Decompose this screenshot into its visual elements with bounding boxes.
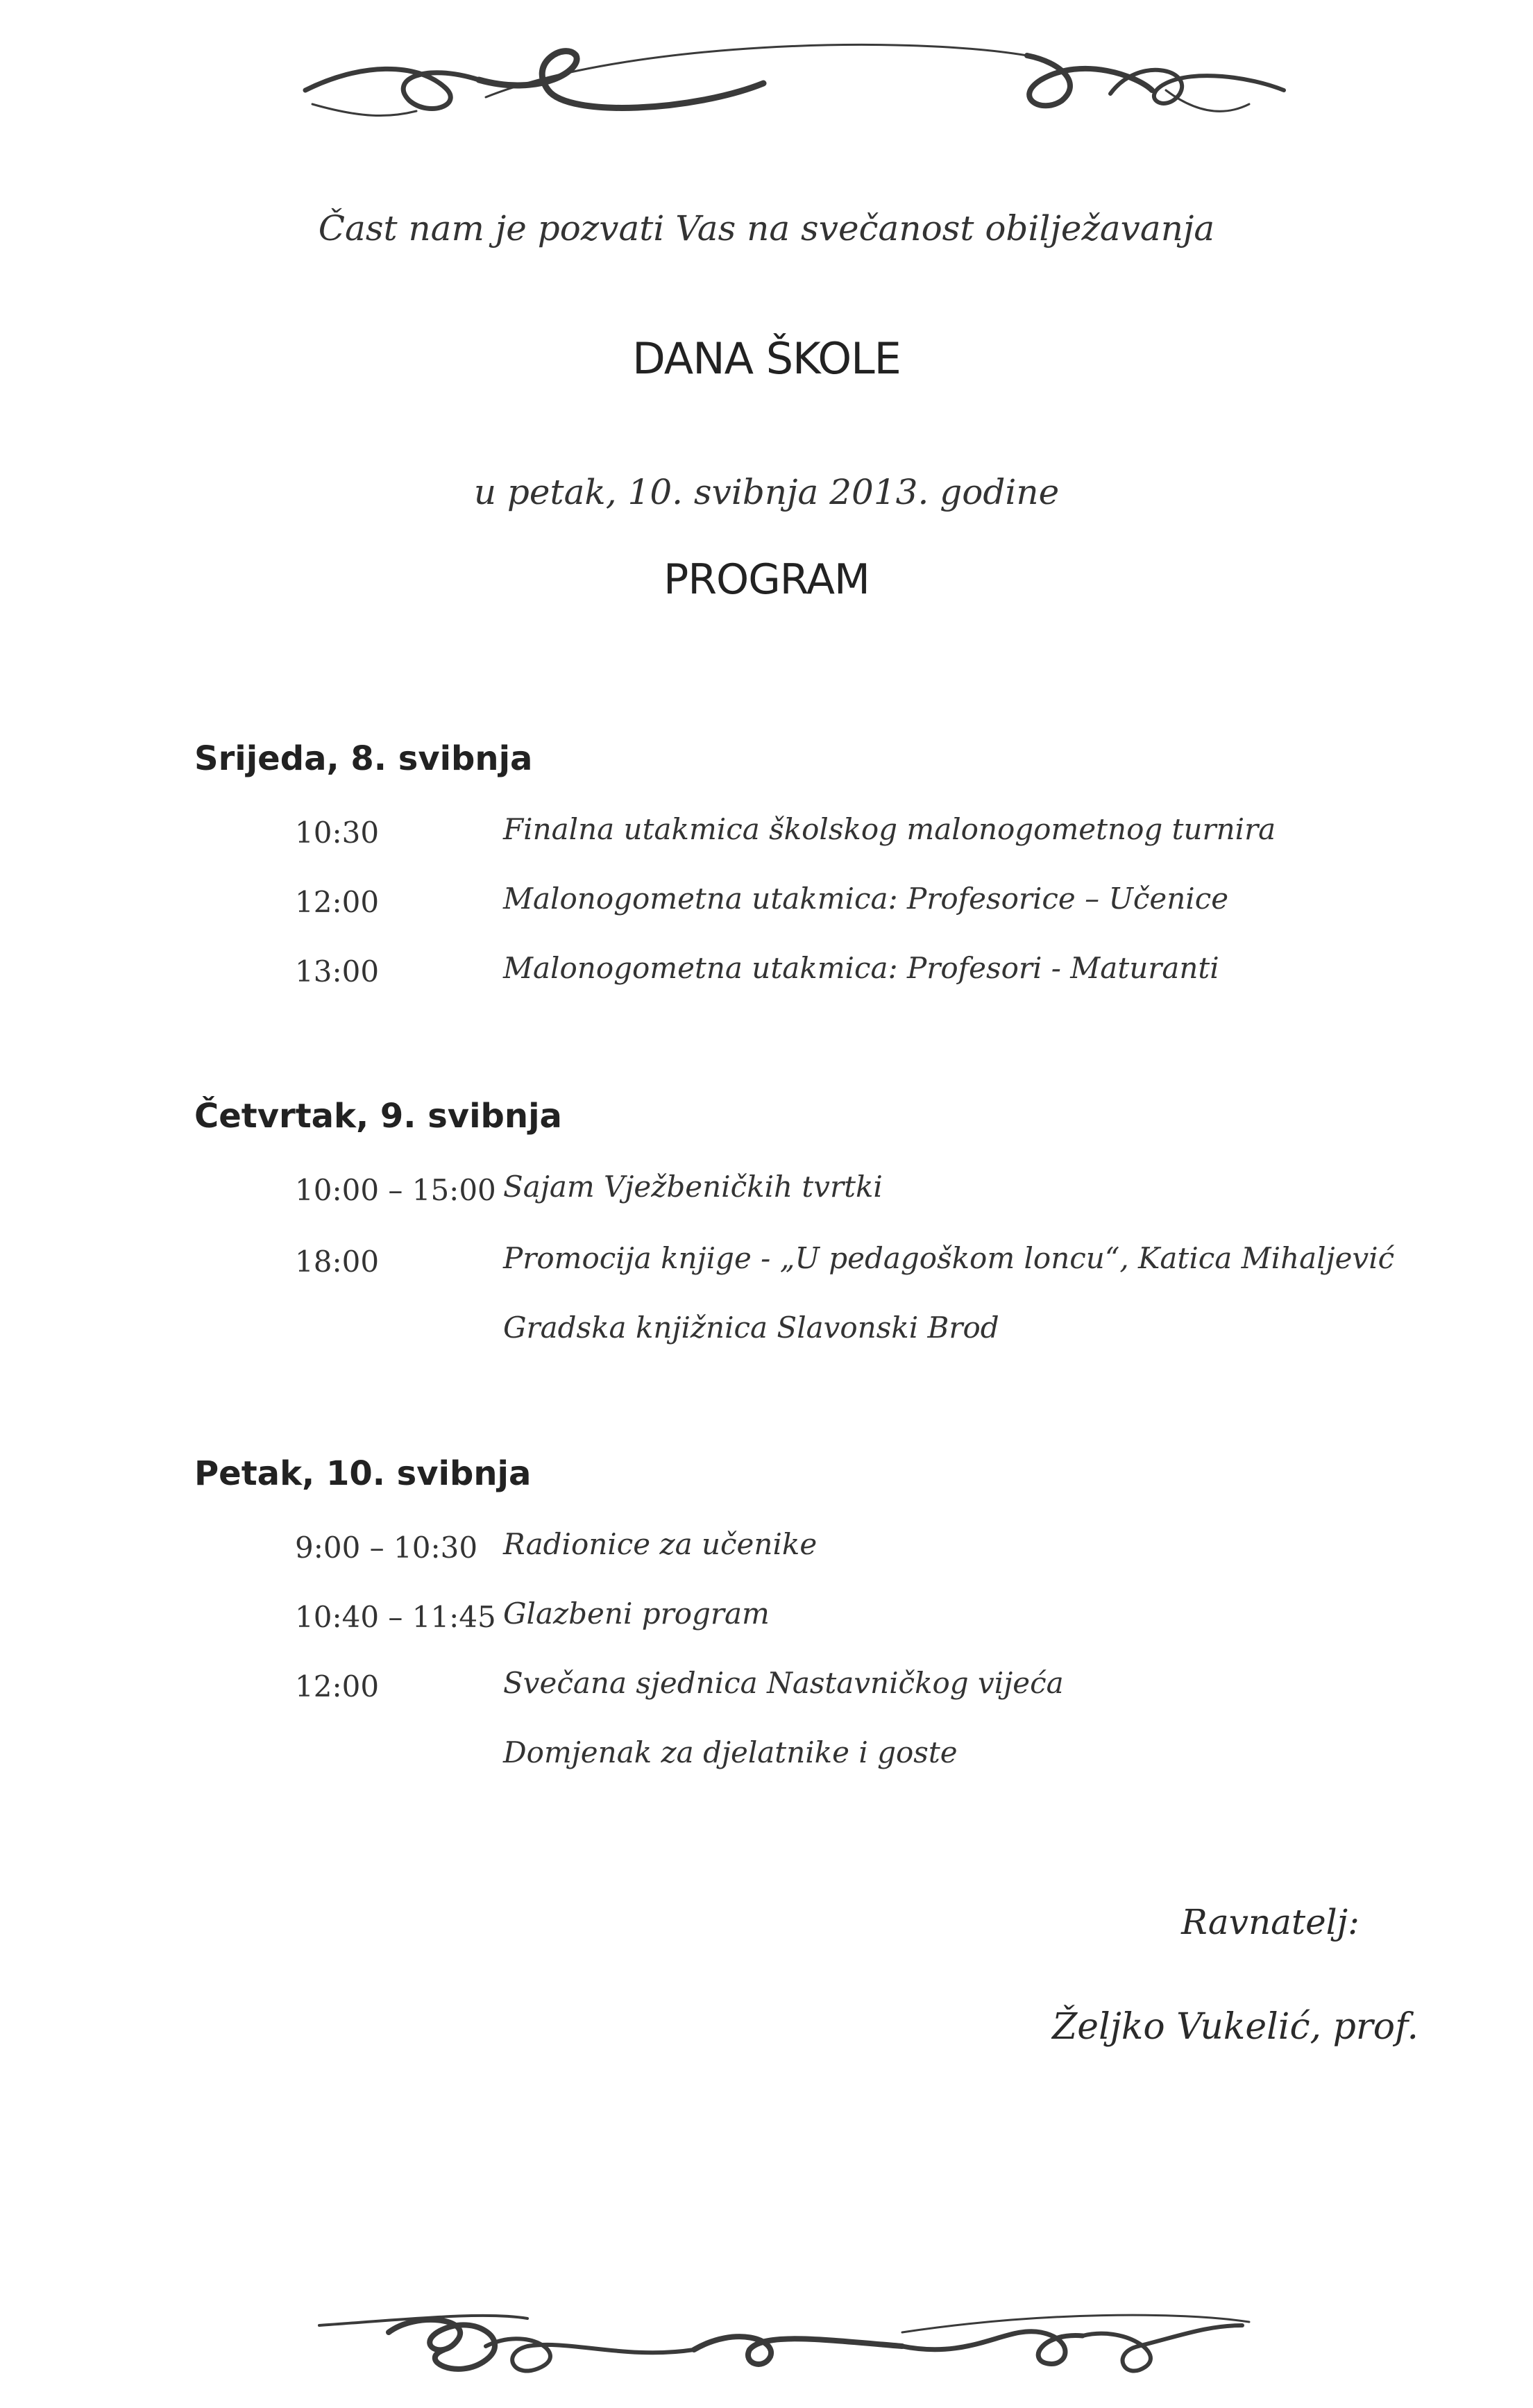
schedule-time: 10:30 <box>295 816 380 850</box>
event-date: u petak, 10. svibnja 2013. godine <box>473 472 1060 512</box>
schedule-time: 9:00 – 10:30 <box>295 1531 478 1565</box>
signature-name: Željko Vukelić, prof. <box>1052 2006 1418 2048</box>
schedule-time: 10:00 – 15:00 <box>295 1173 496 1207</box>
schedule-time: 12:00 <box>295 885 380 919</box>
schedule-event: Gradska knjižnica Slavonski Brod <box>503 1311 999 1345</box>
schedule-event: Glazbeni program <box>503 1597 770 1631</box>
schedule-time: 13:00 <box>295 954 380 988</box>
invitation-intro: Čast nam je pozvati Vas na svečanost obilježavanja <box>318 208 1215 249</box>
schedule-event: Malonogometna utakmica: Profesori - Maturanti <box>503 951 1219 985</box>
schedule-event: Malonogometna utakmica: Profesorice – Učenice <box>503 882 1229 916</box>
schedule-event: Promocija knjige - „U pedagoškom loncu“, Katica Mihaljević <box>503 1241 1395 1275</box>
schedule-event: Domjenak za djelatnike i goste <box>503 1735 958 1769</box>
schedule-event: Svečana sjednica Nastavničkog vijeća <box>503 1666 1064 1700</box>
day-heading: Srijeda, 8. svibnja <box>194 739 533 778</box>
top-flourish-ornament <box>0 14 1533 153</box>
day-heading: Četvrtak, 9. svibnja <box>194 1097 562 1136</box>
schedule-event: Finalna utakmica školskog malonogometnog turnira <box>503 812 1276 846</box>
signature-role: Ravnatelj: <box>1181 1902 1360 1942</box>
event-title: DANA ŠKOLE <box>632 333 901 384</box>
schedule-time: 10:40 – 11:45 <box>295 1600 496 1634</box>
schedule-time: 18:00 <box>295 1245 380 1279</box>
schedule-event: Radionice za učenike <box>503 1527 818 1561</box>
schedule-event: Sajam Vježbeničkih tvrtki <box>503 1170 883 1204</box>
day-heading: Petak, 10. svibnja <box>194 1454 532 1493</box>
bottom-flourish-ornament <box>0 2284 1533 2388</box>
program-title: PROGRAM <box>663 555 870 604</box>
schedule-time: 12:00 <box>295 1669 380 1703</box>
